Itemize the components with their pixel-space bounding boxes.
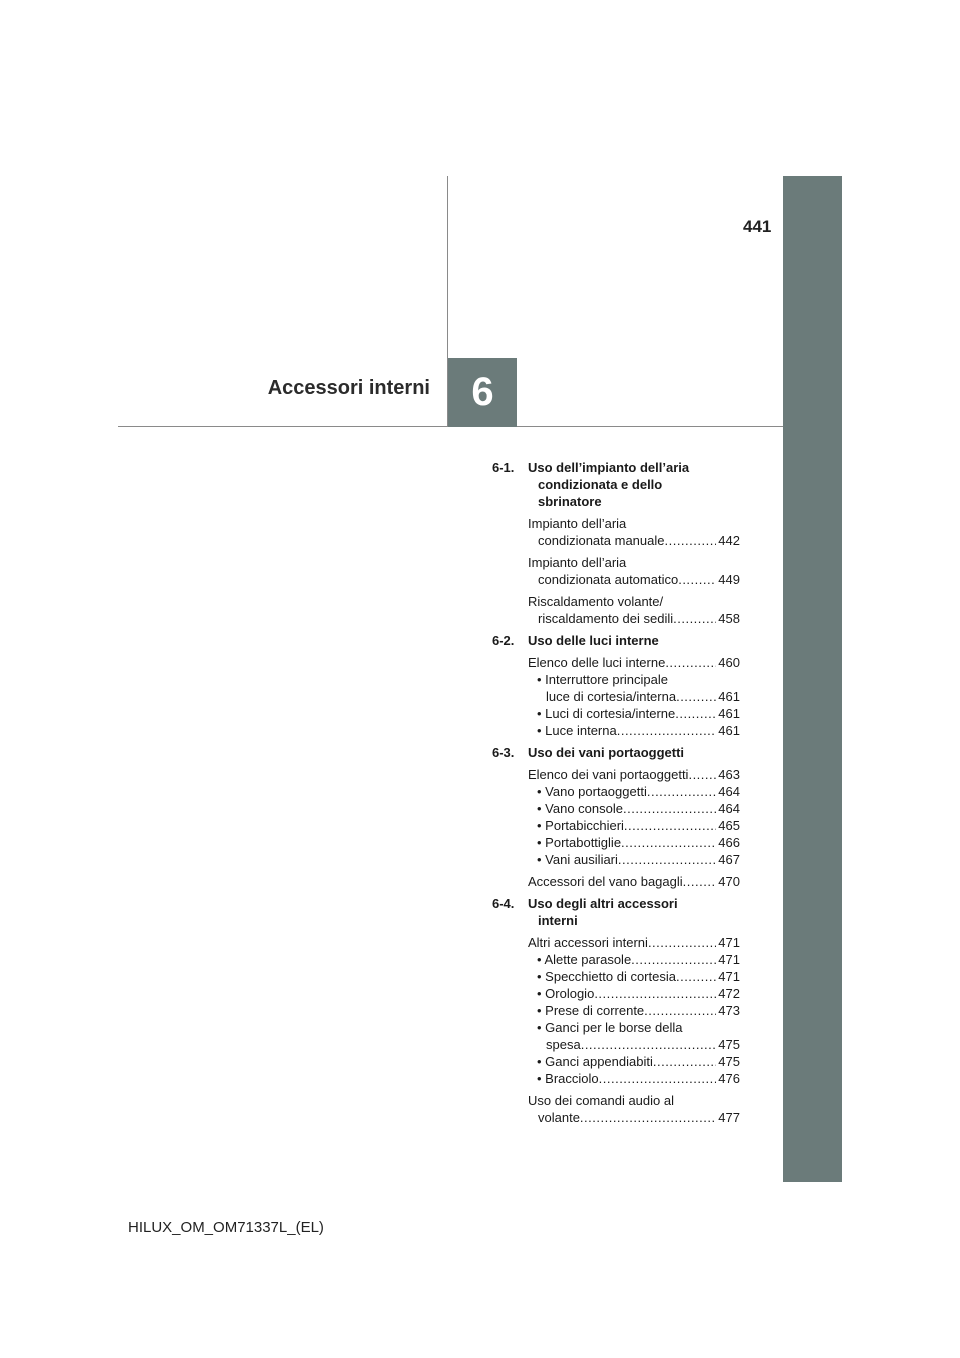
page-ref: 463 (718, 767, 740, 782)
page-ref: 471 (718, 935, 740, 950)
section-heading (492, 459, 740, 510)
toc-sub-item[interactable]: • Specchietto di cortesia ..... 471 (528, 968, 740, 985)
toc-sub-item[interactable]: • Orologio ..... 472 (528, 985, 740, 1002)
section-number: 6-2. (492, 633, 515, 648)
page-ref: 476 (718, 1071, 740, 1086)
footer-document-code: HILUX_OM_OM71337L_(EL) (128, 1219, 324, 1236)
page-ref: 464 (718, 801, 740, 816)
section-title: Uso dei vani portaoggetti (528, 745, 685, 760)
toc-entry[interactable]: Impianto dell’aria condizionata automatico ..... 449 (528, 554, 740, 588)
toc-entry[interactable]: Elenco dei vani portaoggetti ..... 463 (528, 766, 740, 783)
page-ref: 464 (718, 784, 740, 799)
page-number: 441 (743, 217, 772, 236)
toc-sub-item[interactable]: • Ganci appendiabiti ..... 475 (528, 1053, 740, 1070)
section-title: Uso delle luci interne (528, 633, 659, 648)
toc-sub-item[interactable]: • Bracciolo ..... 476 (528, 1070, 740, 1087)
page-ref: 475 (718, 1054, 740, 1069)
page-ref: 472 (718, 986, 740, 1001)
toc-section-6-4 (492, 895, 740, 1126)
page-ref: 467 (718, 852, 740, 867)
section-number: 6-3. (492, 745, 515, 760)
section-number: 6-4. (492, 896, 515, 911)
section-title: Uso degli altri accessori interni (528, 896, 678, 928)
section-heading (492, 632, 740, 649)
page-ref: 458 (718, 611, 740, 626)
chapter-number: 6 (471, 370, 494, 414)
toc-sub-item[interactable]: • Vano portaoggetti ..... 464 (528, 783, 740, 800)
page-ref: 461 (718, 689, 740, 704)
chapter-title: Accessori interni (267, 377, 430, 399)
page-ref: 461 (718, 723, 740, 738)
page-ref: 477 (718, 1110, 740, 1125)
toc-sub-item[interactable]: • Vano console ..... 464 (528, 800, 740, 817)
page-ref: 470 (718, 874, 740, 889)
chapter-side-tab (783, 176, 842, 1182)
toc-entry[interactable]: Altri accessori interni ..... 471 (528, 934, 740, 951)
toc-section-6-3 (492, 744, 740, 890)
toc-entry[interactable]: Impianto dell’aria condizionata manuale ..... 442 (528, 515, 740, 549)
toc-entry[interactable]: Elenco delle luci interne ..... 460 (528, 654, 740, 671)
toc-entry[interactable]: Accessori del vano bagagli ..... 470 (528, 873, 740, 890)
toc-section-6-1 (492, 459, 740, 627)
toc-sub-item[interactable]: • Alette parasole ..... 471 (528, 951, 740, 968)
toc-sub-item[interactable]: • Prese di corrente ..... 473 (528, 1002, 740, 1019)
page-ref: 461 (718, 706, 740, 721)
chapter-number-box (448, 358, 517, 427)
page-ref: 473 (718, 1003, 740, 1018)
toc-sub-item[interactable]: • Luce interna ..... 461 (528, 722, 740, 739)
page-ref: 449 (718, 572, 740, 587)
toc-sub-item[interactable]: • Ganci per le borse della spesa ..... 475 (528, 1019, 740, 1053)
toc-entry[interactable]: Riscaldamento volante/ riscaldamento dei sedili ..... 458 (528, 593, 740, 627)
toc-sub-item[interactable]: • Portabottiglie ..... 466 (528, 834, 740, 851)
toc-sub-item[interactable]: • Interruttore principale luce di cortesia/interna ..... 461 (528, 671, 740, 705)
section-title: Uso dell’impianto dell’aria condizionata e dello sbrinatore (528, 460, 690, 509)
page-ref: 442 (718, 533, 740, 548)
table-of-contents (492, 459, 740, 1131)
section-heading (492, 744, 740, 761)
section-number: 6-1. (492, 460, 515, 475)
toc-entry[interactable]: Uso dei comandi audio al volante ..... 477 (528, 1092, 740, 1126)
page-ref: 460 (718, 655, 740, 670)
page-ref: 466 (718, 835, 740, 850)
page-ref: 471 (718, 952, 740, 967)
toc-sub-item[interactable]: • Portabicchieri ..... 465 (528, 817, 740, 834)
toc-section-6-2 (492, 632, 740, 739)
page-ref: 475 (718, 1037, 740, 1052)
toc-sub-item[interactable]: • Luci di cortesia/interne ..... 461 (528, 705, 740, 722)
toc-sub-item[interactable]: • Vani ausiliari ..... 467 (528, 851, 740, 868)
page-ref: 471 (718, 969, 740, 984)
section-heading (492, 895, 740, 929)
page-ref: 465 (718, 818, 740, 833)
